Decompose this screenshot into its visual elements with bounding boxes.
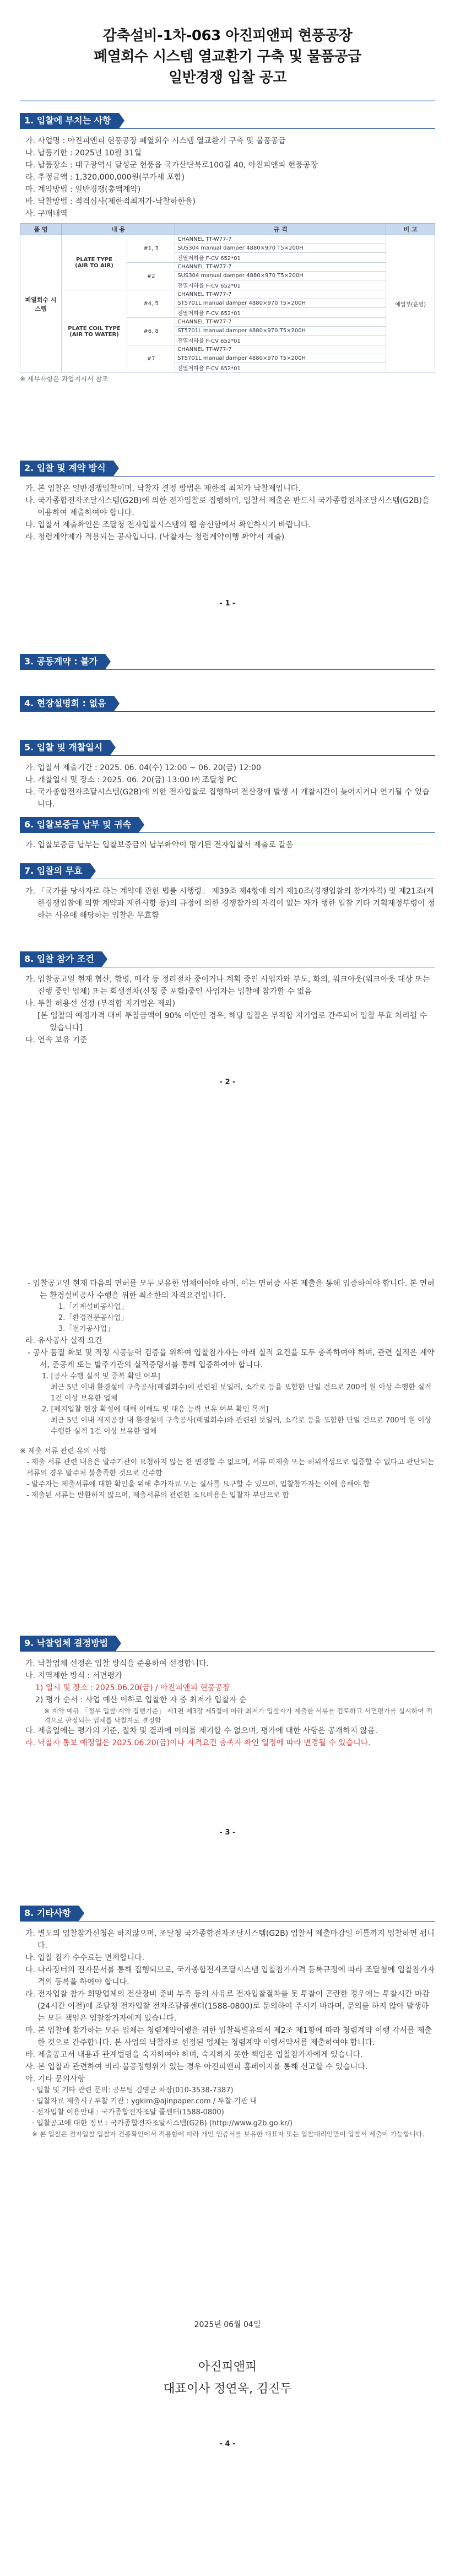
list-item: 다. 납품장소 : 대구광역시 달성군 현풍읍 국가산단북로100길 40, 아진피앤피 현풍공장 xyxy=(25,161,318,170)
section-divider xyxy=(20,1921,435,1922)
list-item: 마. 본 입찰에 참가하는 모든 업체는 청렴계약이행을 위한 입찰특별유의서 제2조 제1항에 따라 청렴계약 이행 각서를 제출한 것으로 간주합니다. 본 사업의 낙찰자로 선정된 업체는 청렴계약 이행서약서를 제출하여야 합니다. xyxy=(25,2026,432,2047)
unit-cell: #7 xyxy=(127,345,175,373)
section-7-heading: 7. 입찰의 무효 xyxy=(20,863,90,879)
section-divider xyxy=(20,1651,435,1652)
section-9 xyxy=(20,1636,435,1749)
list-item: 2. [폐지입찰 현장 확성에 대해 이해도 및 대응 능력 보유 여부 확인 목적] xyxy=(42,1405,269,1414)
table-header: 비 고 xyxy=(386,224,435,235)
list-item: 라. 유사공사 실적 요건 xyxy=(25,1336,102,1345)
table-header: 규 격 xyxy=(175,224,386,235)
section-divider xyxy=(20,128,435,129)
company-name: 아진피앤피 xyxy=(198,2360,257,2374)
section-5-heading: 5. 입찰 및 개찰일시 xyxy=(20,740,110,755)
page-3 xyxy=(0,1261,455,1873)
section-6-heading: 6. 입찰보증금 납부 및 귀속 xyxy=(20,817,139,832)
section-2-heading: 2. 입찰 및 계약 방식 xyxy=(20,461,113,476)
page-1 xyxy=(0,0,455,632)
section-divider xyxy=(20,476,435,477)
list-item: 다. 국가종합전자조달시스템(G2B)에 의한 전자입찰로 집행하며 전산장애 발생 시 개찰시간이 늦어지거나 연기될 수 있습니다. xyxy=(25,788,430,809)
list-item: 1. [공사 수행 실적 및 중복 확인 여부] xyxy=(42,1372,160,1381)
page-number: - 3 - xyxy=(219,1828,236,1837)
list-item: - 공사 품질 확보 및 적정 시공능력 검증을 위하여 입찰참가자는 아래 실적 요건을 모두 충족하여야 하며, 관련 실적은 계약서, 준공계 또는 발주기관의 실적증명서를 통해 입증하여야 합니다. xyxy=(28,1349,435,1370)
spec-cell: SUS304 manual damper 4880×970 T5×200H xyxy=(175,244,386,253)
list-item: 2.「환경전문공사업」 xyxy=(58,1314,128,1322)
list-item: 사. 본 입찰과 관련하여 비리·불공정행위가 있는 경우 아진피앤피 홈페이지를 통해 신고할 수 있습니다. xyxy=(25,2063,368,2071)
section-10-heading: 8. 기타사항 xyxy=(20,1906,79,1921)
table-header-row xyxy=(20,224,435,235)
title-line-3: 일반경쟁 입찰 공고 xyxy=(168,69,287,86)
remark-cell: 예열부(운영) xyxy=(386,235,435,373)
list-item: 다. 연속 보유 기준 xyxy=(25,1036,88,1045)
ceo-name: 대표이사 정연욱, 김진두 xyxy=(163,2382,292,2396)
page-number: - 2 - xyxy=(219,1078,236,1086)
section-9-heading: 9. 낙찰업체 결정방법 xyxy=(20,1636,116,1651)
document-title xyxy=(0,0,455,88)
list-item: 나. 투찰 허용선 설정 (부적합 지기업은 제외) xyxy=(25,999,175,1008)
list-item: 나. 납품기한 : 2025년 10월 31일 xyxy=(25,149,142,158)
section-6 xyxy=(20,817,435,851)
table-footnote: ※ 세부사항은 과업지시서 참조 xyxy=(20,375,109,383)
title-divider xyxy=(20,100,435,101)
table-row xyxy=(20,290,435,299)
page-2 xyxy=(0,632,455,1261)
list-item: 다. 나라장터의 전자문서를 통해 집행되므로, 국가종합전자조달시스템 입찰참가자격 등록규정에 따라 조달청에 입찰참가자격의 등록을 하여야 합니다. xyxy=(25,1966,435,1987)
section-8-continued xyxy=(20,1278,435,1501)
list-item: 가. 입찰서 제출기간 : 2025. 06. 04(수) 12:00 ~ 06. 20(금) 12:00 xyxy=(25,764,261,772)
section-2 xyxy=(20,461,435,543)
section-8 xyxy=(20,951,435,1046)
spec-cell: 전열저하율 F-CV 652*01 xyxy=(175,363,386,373)
list-item: 사. 구매내역 xyxy=(25,209,68,218)
section-1 xyxy=(20,113,435,383)
list-item: 가. 사업명 : 아진피앤피 현풍공장 폐열회수 시스템 열교환기 구축 및 물품공급 xyxy=(25,137,286,145)
list-item: 가. 입찰공고일 현재 협산, 합병, 매각 등 정리절차 중이거나 계획 중인 사업자와 부도, 화의, 워크아웃(워크아웃 대상 또는 진행 중인 업체) 또는 회생절차(신청 중 포함)중인 사업자는 입찰에 참가할 수 없음 xyxy=(25,975,430,996)
list-item: 마. 계약방법 : 일반경쟁(총액계약) xyxy=(25,185,141,194)
list-item: [본 입찰의 예정가격 대비 투찰금액이 90% 이만인 경우, 해당 입찰은 부적합 지기업로 간주되어 입찰 무효 처리될 수 있습니다] xyxy=(37,1011,427,1032)
section-10 xyxy=(20,1906,435,2139)
unit-cell: #4, 5 xyxy=(127,290,175,318)
notice-date: 2025년 06월 04일 xyxy=(194,2320,261,2329)
section-3-heading: 3. 공동계약 : 불가 xyxy=(20,654,105,669)
title-line-2: 폐열회수 시스템 열교환기 구축 및 물품공급 xyxy=(94,48,361,65)
section-divider xyxy=(20,711,435,712)
spec-cell: 전열저하율 F-CV 652*01 xyxy=(175,280,386,290)
list-item: · 전자입찰 이용안내 : 국가종합전자조달 콜센터(1588-0800) xyxy=(32,2108,224,2117)
list-item: 가. 「국가를 당사자로 하는 계약에 관한 법률 시행령」 제39조 제4항에 의거 제10조(경쟁입찰의 참가자격) 및 제21조(제한경쟁입찰에 의할 계약과 제한사항 등)의 규정에 의한 경쟁참가의 자격이 없는 자가 행한 입찰 기타 기획재정부령이 정하는 사유에 해당하는 입찰은 무효함 xyxy=(25,887,435,920)
list-item: 가. 낙찰업체 선정은 입찰 방식을 준용하여 선정합니다. xyxy=(25,1659,209,1668)
list-item: 라. 추정금액 : 1,320,000,000원(부가세 포함) xyxy=(25,173,185,182)
page-number: - 1 - xyxy=(219,599,236,608)
list-item: ※ 본 입찰은 전자입찰 입찰자 전종확인에서 적용함에 따라 개인 인증서를 보유한 대표자 또는 입찰대리인만이 입찰서 제출이 가능합니다. xyxy=(32,2130,425,2138)
spec-cell: ST5701L manual damper 4880×970 T5×200H xyxy=(175,354,386,363)
section-4 xyxy=(20,696,114,711)
section-1-heading: 1. 입찰에 부치는 사항 xyxy=(20,113,119,128)
table-row xyxy=(20,235,435,244)
unit-cell: #2 xyxy=(127,263,175,290)
unit-cell: #6, 8 xyxy=(127,318,175,345)
product-name-cell: 폐열회수 시스템 xyxy=(20,235,62,373)
section-3 xyxy=(20,654,105,669)
page-4 xyxy=(0,1873,455,2576)
list-item: 가. 본 입찰은 일반경쟁입찰이며, 낙찰자 결정 방법은 제한적 최저가 낙찰제입니다. xyxy=(25,484,301,493)
list-item: 아. 기타 문의사항 xyxy=(25,2075,85,2083)
list-item: 1.「기계설비공사업」 xyxy=(58,1303,128,1311)
spec-cell: SUS304 manual damper 4880×970 T5×200H xyxy=(175,272,386,280)
unit-cell: #1, 3 xyxy=(127,235,175,263)
purchase-table xyxy=(20,223,435,373)
list-item: - 발주자는 제출서류에 대한 확인을 위해 추가자료 또는 실사를 요구할 수 있으며, 입찰참가자는 이에 응해야 함 xyxy=(26,1480,370,1489)
list-item: - 제출 서류 관련 내용은 발주기관이 요청하지 않는 한 변경할 수 없으며, 서류 미제출 또는 허위작성으로 입증할 수 없다고 판단되는 서류의 경우 발주처 불충족한 것으로 간주함 xyxy=(26,1458,435,1478)
list-item: 가. 별도의 입찰참가신청은 하지않으며, 조달청 국가종합전자조달시스템(G2B) 입찰서 제출마감일 이틀까지 입찰하면 됩니다. xyxy=(25,1929,435,1950)
type-cell: PLATE COIL TYPE (AIR TO WATER) xyxy=(62,290,127,373)
table-header: 품 명 xyxy=(20,224,62,235)
section-5 xyxy=(20,740,435,810)
section-4-heading: 4. 현장설명회 : 없음 xyxy=(20,696,114,711)
spec-cell: CHANNEL TT-W77-7 xyxy=(175,290,386,299)
list-item: 나. 지역제한 방식 : 서면평가 xyxy=(25,1671,122,1680)
list-item: 나. 개찰일시 및 장소 : 2025. 06. 20(금) 13:00 ㈜ 조달청 PC xyxy=(25,776,237,784)
section-divider xyxy=(20,832,435,833)
spec-cell: CHANNEL TT-W77-7 xyxy=(175,263,386,272)
list-item: 라. 전자입찰 참가 희망업체의 전산장비 준비 부족 등의 사유로 전자입찰절차를 못 투찰이 곤란한 경우에는 투찰시간 마감(24시간 이전)에 조달청 전자입찰 전자조달콜센터(1588-0800)로 문의하여 주시기 바라며, 문의를 하지 않아 발생하는 모든 책임은 입찰참가자에게 있습니다. xyxy=(25,1990,430,2023)
spec-cell: CHANNEL TT-W77-7 xyxy=(175,345,386,354)
section-divider xyxy=(20,755,435,756)
notice-title: ※ 제출 서류 관련 유의 사항 xyxy=(20,1447,107,1455)
list-item: · 입찰공고에 대한 정보 : 국가종합전자조달시스템(G2B) (http://www.g2b.go.kr/) xyxy=(32,2119,292,2128)
list-item: 라. 청렴계약제가 적용되는 공사입니다. (낙찰자는 청렴계약이행 확약서 제출) xyxy=(25,533,285,542)
list-item: 최근 5년 이내 환경설비 구축공사(폐열회수)에 관련된 보일러, 소각로 등을 포함한 단일 건으로 200억 원 이상 수행한 실적 1건 이상 보유한 업체 xyxy=(51,1383,432,1403)
list-item: 최근 5년 이내 제지공장 내 환경설비 구축공사(폐열회수)와 관련된 보일러, 소각로 등을 포함한 단일 건으로 700억 원 이상 수행한 실적 1건 이상 보유한 업체 xyxy=(51,1416,432,1436)
list-item: · 입찰 및 기타 관련 문의: 공무팀 김영군 차장(010-3538-7387) xyxy=(32,2086,234,2095)
section-divider xyxy=(20,669,435,670)
list-item: 바. 낙찰방법 : 적격심사(제한적최저가-낙찰하한율) xyxy=(25,197,196,206)
list-item: · 입찰자료 제출시 / 투찰 기관 : ygkim@ajinpaper.com / 투찰 기관 내 xyxy=(32,2097,257,2106)
section-7 xyxy=(20,863,435,922)
section-8-heading: 8. 입찰 참가 조건 xyxy=(20,951,102,967)
spec-cell: 전열저하율 F-CV 652*01 xyxy=(175,335,386,345)
list-item: 라. 낙찰자 통보 예정일은 2025.06.20(금)이나 자격요건 충족자 확인 일정에 따라 변경될 수 있습니다. xyxy=(25,1739,371,1747)
list-item: 다. 제출일에는 평가의 기준, 절차 및 결과에 이의를 제기할 수 없으며, 평가에 대한 사항은 공개하지 않음. xyxy=(25,1727,378,1735)
spec-cell: 전열저하율 F-CV 652*01 xyxy=(175,253,386,263)
list-item: 다. 입찰서 제출확인은 조달청 전자입찰시스템의 웹 송신함에서 확인하시기 바랍니다. xyxy=(25,521,311,529)
table-header: 내 용 xyxy=(62,224,175,235)
list-item: 2) 평가 순서 : 사업 예산 이하로 입찰한 자 중 최저가 입찰자 순 xyxy=(35,1696,247,1704)
type-cell: PLATE TYPE (AIR TO AIR) xyxy=(62,235,127,290)
spec-cell: CHANNEL TT-W77-7 xyxy=(175,318,386,327)
title-line-1: 감축설비-1차-063 아진피앤피 현풍공장 xyxy=(102,28,353,44)
spec-cell: CHANNEL TT-W77-7 xyxy=(175,235,386,244)
list-item: 1) 일시 및 장소 : 2025.06.20(금) / 아진피앤피 현풍공장 xyxy=(35,1684,230,1692)
list-item: 3.「전기공사업」 xyxy=(58,1325,115,1333)
list-item: 나. 국가종합전자조달시스템(G2B)에 의한 전자입찰로 집행하며, 입찰서 제출은 반드시 국가종합전자조달시스템(G2B)을 이용하여 제출하여야 합니다. xyxy=(25,496,430,517)
list-item: 바. 제출공고서 내용과 관계법령을 숙지하여야 하며, 숙지하지 못한 책임은 입찰참가자에게 있습니다. xyxy=(25,2050,363,2059)
spec-cell: ST5701L manual damper 4880×970 T5×200H xyxy=(175,327,386,335)
list-item: 나. 입찰 참가 수수료는 면제합니다. xyxy=(25,1953,145,1962)
list-item: - 입찰공고일 현재 다음의 면허를 모두 보유한 업체이어야 하며, 이는 면허증 사본 제출을 통해 입증하여야 합니다. 본 면허는 환경설비공사 수행을 위한 최소한의 자격요건입니다. xyxy=(28,1279,435,1300)
spec-cell: 전열저하율 F-CV 652*01 xyxy=(175,308,386,318)
list-item: ※ 계약 예규 「정부 입찰·계약 집행기준」 제1편 제3장 제5절에 따라 최저가 입찰자가 제출한 서류를 검토하고 서면평가를 실시하여 적격으로 판정되는 업체를 낙찰자로 결정함 xyxy=(44,1707,433,1724)
list-item: - 제출된 서류는 반환하지 않으며, 제출서류의 관련한 소요비용은 입찰자 부담으로 함 xyxy=(26,1491,290,1500)
list-item: 가. 입찰보증금 납부는 입찰보증금의 납부확약이 명기된 전자입찰서 제출로 갈음 xyxy=(25,841,294,849)
spec-cell: ST5701L manual damper 4880×970 T5×200H xyxy=(175,299,386,308)
page-number: - 4 - xyxy=(219,2440,236,2448)
